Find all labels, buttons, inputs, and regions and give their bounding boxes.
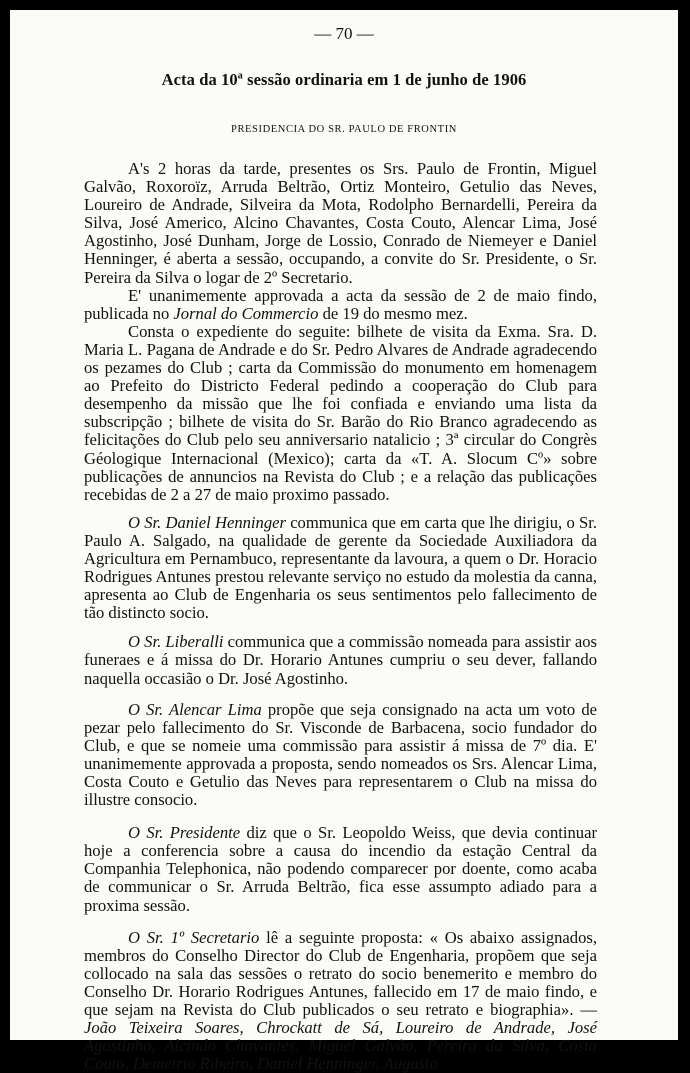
speaker-text: diz que o Sr. Leopoldo Weiss, que devia continuar hoje a conferencia sobre a causa do incendio da estação Central da Companhia Telephonica, não podendo comparecer por doente, como acaba de communicar o Sr. Arruda Beltrão, fica esse assumpto adiado para a proxima sessão. — [84, 823, 597, 915]
speaker-text: communica que em carta que lhe dirigiu, o Sr. Paulo A. Salgado, na qualidade de gerente da Sociedade Auxiliadora da Agricultura em Pernambuco, representante da lavoura, a quem o Dr. Horacio Rodrigues Antunes prestou relevante serviço no estudo da molestia da canna, apresenta ao Club de Engenharia os seus sentimentos pelo fallecimento de tão distincto socio. — [84, 512, 597, 623]
presidency-subtitle: PRESIDENCIA DO SR. PAULO DE FRONTIN — [231, 124, 457, 135]
minutes-title — [10, 70, 678, 90]
paragraph-attendance: A's 2 horas da tarde, presentes os Srs. Paulo de Frontin, Miguel Galvão, Roxoroïz, Arruda Beltrão, Ortiz Monteiro, Getulio das Neves, Loureiro de Andrade, Silveira da Mota, Rodolpho Bernardelli, Pereira da Silva, José Americo, Alcino Chavantes, Costa Couto, Alencar Lima, José Agostinho, José Dunham, Jorge de Lossio, Conrado de Niemeyer e Daniel Henninger, é aberta a sessão, occupando, a convite do Sr. Presidente, o Sr. Pereira da Silva o logar de 2º Secretario. — [84, 159, 597, 287]
paragraph-secretario — [84, 929, 597, 1073]
speaker-name: O Sr. Liberalli — [128, 632, 224, 652]
newspaper-name: Jornal do Commercio — [173, 303, 319, 323]
document-page — [10, 10, 678, 1073]
speaker-text: lê a seguinte proposta: « Os abaixo assignados, membros do Conselho Director do Club de Engenharia, propõem que seja collocado na sala das sessões o retrato do socio benemerito e membro do Conselho Dr. Horario Rodrigues Antunes, fallecido em 17 de maio findo, e que sejam na Revista do Club publicados o seu retrato e biographia». — — [84, 927, 597, 1020]
paragraph-presidente — [84, 824, 597, 914]
paragraph-approval — [84, 287, 597, 323]
page-number: — 70 — — [314, 24, 374, 43]
speaker-name: O Sr. Daniel Henninger — [128, 512, 286, 532]
paragraph-henninger — [84, 514, 597, 623]
title-suffix: sessão ordinaria em 1 de junho de 1906 — [242, 70, 527, 89]
title-ordinal: a — [237, 70, 243, 82]
approval-text-start: E' unanimemente approvada a acta da sessão de 2 de maio findo, publicada no — [84, 285, 597, 323]
speaker-name: O Sr. Presidente — [128, 823, 241, 843]
paragraph-liberalli — [84, 633, 597, 687]
paragraph-correspondence: Consta o expediente do seguite: bilhete de visita da Exma. Sra. D. Maria L. Pagana de Andrade e do Sr. Pedro Alvares de Andrade agradecendo os pezames do Club ; carta da Commissão do monumento em homenagem ao Prefeito do Districto Federal pedindo a cooperação do Club para desempenho da missão que lhe foi confiada e enviando uma lista da subscripção ; bilhete de visita do Sr. Barão do Rio Branco agradecendo as felicitações do Club pelo seu anniversario natalicio ; 3ª circular do Congrès Géologique Internacional (Mexico); carta da «T. A. Slocum Cº» sobre publicações de annuncios na Revista do Club ; e a relação das publicações recebidas de 2 a 27 de maio proximo passado. — [84, 321, 597, 504]
minutes-body — [84, 160, 597, 1073]
speaker-text: communica que a commissão nomeada para assistir aos funeraes e á missa do Dr. Horario Antunes cumpriu o seu dever, fallando naquella occasião o Dr. José Agostinho. — [84, 632, 597, 688]
speaker-text: propõe que seja consignado na acta um voto de pezar pelo fallecimento do Sr. Visconde de Barbacena, socio fundador do Club, e que se nomeie uma commissão para assistir á missa de 7º dia. E' unanimemente approvada a proposta, sendo nomeados os Srs. Alencar Lima, Costa Couto e Getulio das Neves para representarem o Club na missa do illustre consocio. — [84, 699, 597, 810]
speaker-name: O Sr. 1º Secretario — [128, 927, 260, 947]
speaker-name: O Sr. Alencar Lima — [128, 699, 262, 719]
title-prefix: Acta da 10 — [161, 70, 238, 89]
signatories: João Teixeira Soares, Chrockatt de Sá, Loureiro de Andrade, José Agostinho, Alcindo Chavantes, Miguel Galvão, Pereira da Silva, Costa Couto, Demetrio Ribeiro, Daniel Henninger, Augusto — [84, 1018, 597, 1073]
paragraph-alencar-lima — [84, 701, 597, 810]
approval-text-end: de 19 do mesmo mez. — [318, 303, 468, 323]
